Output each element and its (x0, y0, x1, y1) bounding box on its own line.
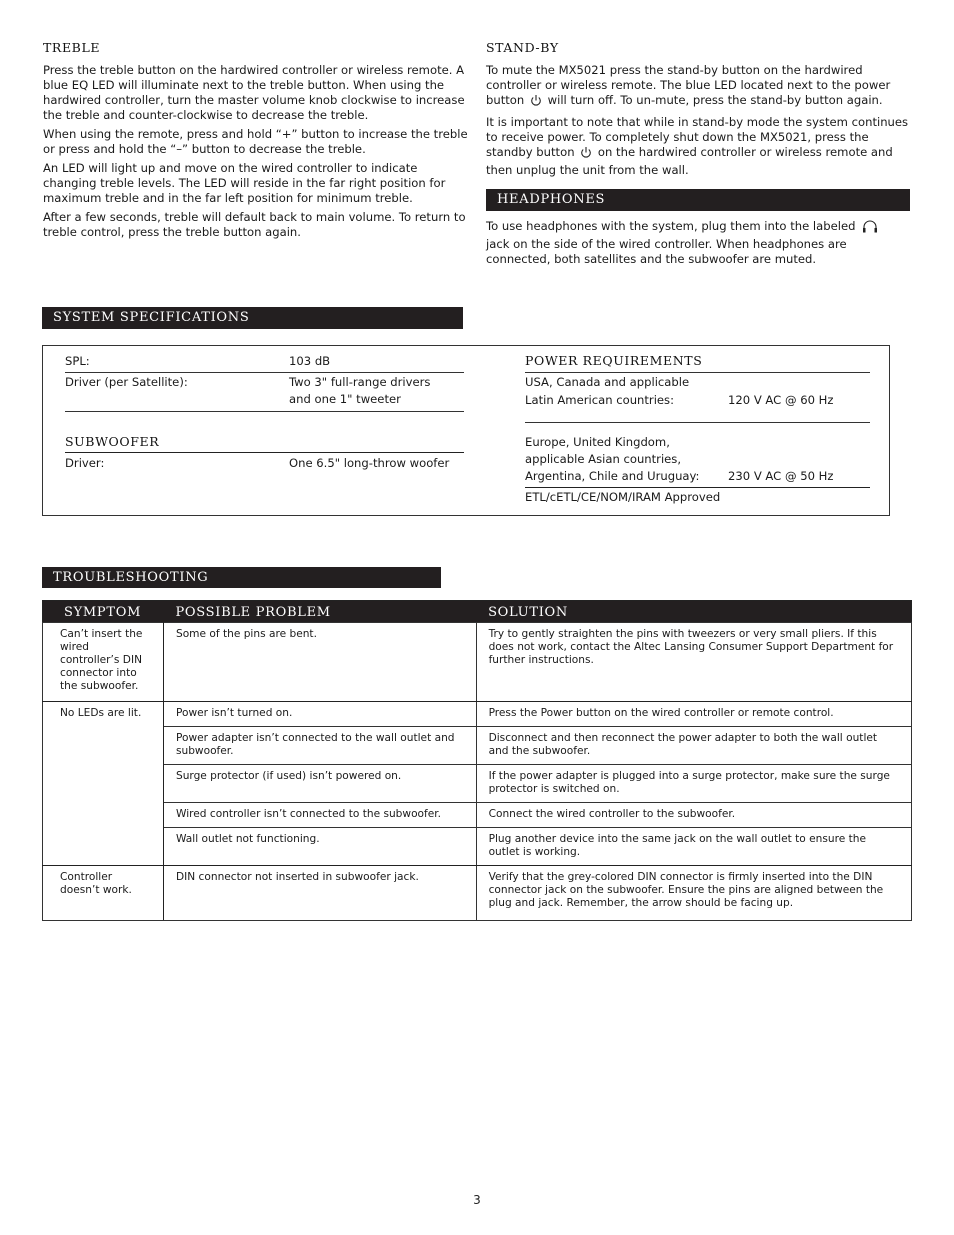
driver-value: and one 1" tweeter (289, 392, 401, 406)
symptom-cell: Can’t insert the wired controller’s DIN connector into the subwoofer. (43, 623, 164, 702)
treble-paragraph: An LED will light up and move on the wired controller to indicate changing treble levels. The LED will reside in the far right position for maximum treble and in the far left position for minimum treble. (43, 161, 446, 205)
driver-label: Driver (per Satellite): (65, 375, 188, 389)
headphones-text: To use headphones with the system, plug them into the labeled (486, 219, 856, 233)
headphones-text: jack on the side of the wired controller. When headphones are connected, both satellites and the subwoofer are muted. (486, 237, 847, 266)
problem-cell: Wired controller isn’t connected to the subwoofer. (163, 803, 476, 828)
subwoofer-heading: SUBWOOFER (65, 434, 160, 449)
solution-cell: Verify that the grey-colored DIN connector is firmly inserted into the DIN connector jack on the subwoofer. Ensure the pins are aligned between the plug and jack. Remember, the arrow should be facing up. (476, 866, 911, 921)
specs-header-bar (42, 307, 463, 329)
power-requirements-heading: POWER REQUIREMENTS (525, 353, 703, 368)
divider (525, 422, 870, 423)
driver-value: Two 3" full-range drivers (289, 375, 431, 389)
table-row (43, 828, 912, 866)
problem-cell: Some of the pins are bent. (163, 623, 476, 702)
table-row (43, 727, 912, 765)
sub-driver-label: Driver: (65, 456, 105, 470)
sub-driver-value: One 6.5" long-throw woofer (289, 456, 450, 470)
table-row (43, 803, 912, 828)
region-label: Latin American countries: (525, 393, 674, 407)
symptom-cell: No LEDs are lit. (43, 702, 164, 866)
standby-heading: STAND-BY (486, 40, 559, 55)
troubleshooting-heading: TROUBLESHOOTING (53, 570, 209, 585)
table-header-row (43, 601, 912, 623)
troubleshooting-header-bar (42, 567, 441, 588)
headphones-header-bar (486, 189, 910, 211)
solution-cell: Plug another device into the same jack on the wall outlet to ensure the outlet is working. (476, 828, 911, 866)
symptom-cell: Controller doesn’t work. (43, 866, 164, 921)
problem-cell: Power adapter isn’t connected to the wall outlet and subwoofer. (163, 727, 476, 765)
table-row (43, 623, 912, 702)
treble-section (43, 63, 471, 244)
region-label: USA, Canada and applicable (525, 375, 690, 389)
table-row (43, 765, 912, 803)
specs-heading: SYSTEM SPECIFICATIONS (53, 310, 250, 325)
region-label: applicable Asian countries, (525, 452, 682, 466)
divider (65, 452, 464, 453)
headphones-icon (861, 219, 879, 237)
solution-cell: Try to gently straighten the pins with tweezers or very small pliers. If this does not work, contact the Altec Lansing Consumer Support Department for further instructions. (476, 623, 911, 702)
divider (525, 372, 870, 373)
divider (65, 411, 464, 412)
solution-cell: If the power adapter is plugged into a surge protector, make sure the surge protector is switched on. (476, 765, 911, 803)
region-label: Argentina, Chile and Uruguay: (525, 469, 700, 483)
standby-text: on the hardwired controller or wireless remote and then unplug the unit from the wall. (486, 145, 893, 177)
standby-text: To mute the MX5021 press the stand-by button on the hardwired controller or wireless remote. The blue LED located next to the power button (486, 63, 891, 107)
table-row (43, 866, 912, 921)
problem-cell: Power isn’t turned on. (163, 702, 476, 727)
headphones-paragraph (486, 219, 896, 267)
problem-cell: Surge protector (if used) isn’t powered on. (163, 765, 476, 803)
solution-cell: Disconnect and then reconnect the power adapter to both the wall outlet and the subwoofer. (476, 727, 911, 765)
treble-paragraph: After a few seconds, treble will default back to main volume. To return to treble control, press the treble button again. (43, 210, 466, 239)
treble-paragraph: When using the remote, press and hold “+” button to increase the treble or press and hold the “–” button to decrease the treble. (43, 127, 468, 156)
spl-label: SPL: (65, 354, 90, 368)
specs-box (42, 345, 890, 516)
power-icon (530, 94, 542, 111)
standby-paragraph (486, 115, 914, 178)
column-header-solution: SOLUTION (476, 601, 911, 623)
headphones-section (486, 219, 896, 271)
approvals-text: ETL/cETL/CE/NOM/IRAM Approved (525, 490, 721, 504)
column-header-problem: POSSIBLE PROBLEM (163, 601, 476, 623)
voltage-value: 120 V AC @ 60 Hz (728, 393, 834, 407)
voltage-value: 230 V AC @ 50 Hz (728, 469, 834, 483)
power-icon (580, 146, 592, 163)
table-row (43, 702, 912, 727)
divider (65, 372, 464, 373)
standby-section (486, 63, 914, 182)
solution-cell: Press the Power button on the wired controller or remote control. (476, 702, 911, 727)
problem-cell: DIN connector not inserted in subwoofer jack. (163, 866, 476, 921)
standby-paragraph (486, 63, 914, 111)
region-label: Europe, United Kingdom, (525, 435, 670, 449)
treble-paragraph: Press the treble button on the hardwired controller or wireless remote. A blue EQ LED will illuminate next to the treble button. When using the hardwired controller, turn the master volume knob clockwise to increase the treble and counter-clockwise to decrease the treble. (43, 63, 465, 122)
spl-value: 103 dB (289, 354, 331, 368)
standby-text: will turn off. To un-mute, press the stand-by button again. (547, 93, 883, 107)
standby-text: It is important to note that while in stand-by mode the system continues to receive power. To completely shut down the MX5021, press the standby button (486, 115, 909, 159)
page-number: 3 (473, 1193, 481, 1207)
treble-heading: TREBLE (43, 40, 101, 55)
column-header-symptom: SYMPTOM (43, 601, 164, 623)
troubleshooting-table-wrap (42, 600, 912, 921)
headphones-heading: HEADPHONES (497, 192, 606, 207)
problem-cell: Wall outlet not functioning. (163, 828, 476, 866)
divider (525, 487, 870, 488)
troubleshooting-table (42, 600, 912, 921)
solution-cell: Connect the wired controller to the subwoofer. (476, 803, 911, 828)
